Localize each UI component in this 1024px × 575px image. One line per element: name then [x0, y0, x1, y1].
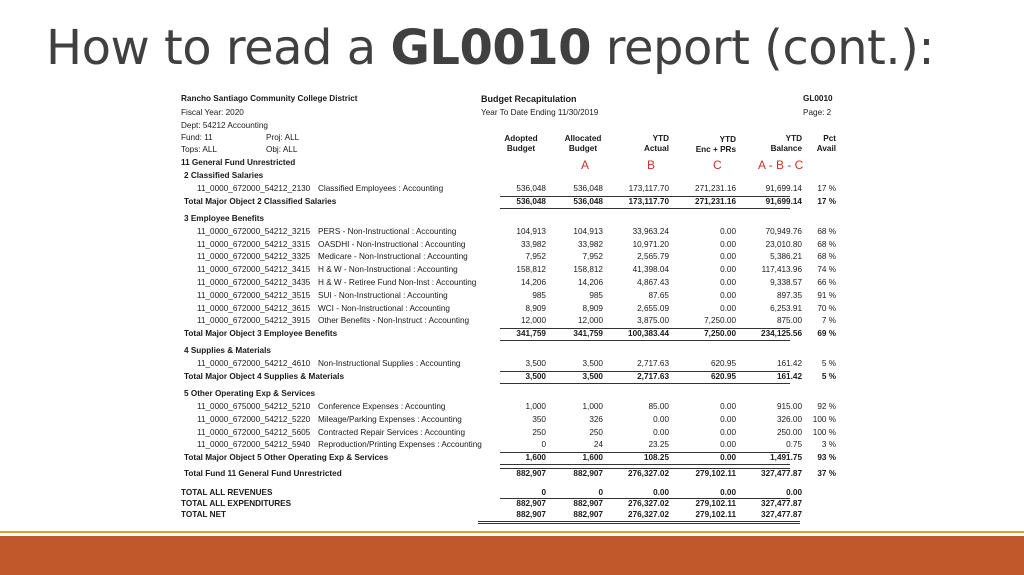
cell-enc: 279,102.11	[695, 510, 736, 520]
cell-allocated: 882,907	[573, 469, 603, 479]
account-code: 11_0000_672000_54212_3215	[197, 226, 311, 236]
cell-actual: 2,565.79	[637, 252, 669, 262]
cell-actual: 2,717.63	[637, 372, 669, 381]
cell-balance: 23,010.80	[765, 239, 802, 249]
cell-allocated: 14,206	[577, 278, 603, 287]
cell-enc: 0.00	[720, 440, 736, 450]
marker-b: B	[647, 158, 656, 172]
footer-accent-line	[0, 531, 1024, 533]
cell-pct: 5 %	[821, 359, 836, 369]
cell-allocated: 985	[589, 290, 603, 300]
section-header: 4 Supplies & Materials	[184, 346, 271, 356]
cell-actual: 23.25	[648, 440, 669, 450]
marker-a: A	[581, 158, 590, 172]
tops: Tops: ALL	[181, 145, 217, 154]
cell-balance: 9,338.57	[770, 278, 802, 287]
cell-adopted: 882,907	[516, 499, 546, 509]
cell-actual: 41,398.04	[632, 265, 669, 275]
cell-adopted: 985	[532, 290, 546, 300]
section-total-label: Total Major Object 3 Employee Benefits	[184, 329, 338, 339]
cell-balance: 5,386.21	[770, 252, 802, 262]
cell-pct: 17 %	[817, 184, 836, 193]
cell-pct: 74 %	[817, 265, 836, 275]
cell-balance: 91,699.14	[765, 184, 802, 193]
cell-pct: 68 %	[817, 252, 836, 262]
cell-allocated: 250	[589, 427, 603, 437]
cell-enc: 0.00	[720, 290, 736, 300]
cell-allocated: 3,500	[582, 372, 603, 381]
cell-adopted: 3,500	[525, 372, 546, 381]
col-adopted: Adopted	[504, 134, 538, 143]
account-code: 11_0000_672000_54212_5220	[197, 414, 311, 424]
cell-allocated: 536,048	[573, 184, 603, 193]
account-code: 11_0000_672000_54212_3615	[197, 303, 311, 313]
cell-balance: 161.42	[776, 359, 802, 369]
fund-header: 11 General Fund Unrestricted	[181, 158, 296, 167]
cell-allocated: 12,000	[577, 316, 603, 326]
cell-enc: 0.00	[720, 252, 736, 262]
cell-enc: 0.00	[720, 402, 736, 411]
cell-enc: 620.95	[710, 372, 736, 381]
cell-allocated: 104,913	[573, 226, 603, 236]
cell-actual: 85.00	[648, 402, 669, 411]
cell-actual: 2,655.09	[637, 303, 669, 313]
cell-allocated: 536,048	[573, 196, 603, 206]
cell-allocated: 1,000	[582, 402, 603, 411]
section-header: 5 Other Operating Exp & Services	[184, 389, 316, 398]
cell-adopted: 882,907	[516, 469, 546, 479]
account-desc: H & W - Non-Instructional : Accounting	[318, 265, 458, 275]
col-pct-2: Avail	[816, 144, 836, 153]
cell-adopted: 0	[541, 440, 546, 450]
cell-allocated: 0	[598, 488, 603, 498]
cell-pct: 37 %	[817, 469, 836, 479]
account-code: 11_0000_672000_54212_4610	[197, 359, 311, 369]
cell-pct: 5 %	[821, 372, 836, 381]
cell-pct: 68 %	[817, 226, 836, 236]
cell-enc: 620.95	[710, 359, 736, 369]
cell-balance: 327,477.87	[761, 499, 802, 509]
cell-actual: 0.00	[653, 414, 669, 424]
cell-enc: 0.00	[720, 303, 736, 313]
underline-rule	[478, 521, 800, 522]
cell-allocated: 882,907	[573, 499, 603, 509]
account-desc: Classified Employees : Accounting	[318, 184, 444, 193]
cell-adopted: 536,048	[516, 196, 546, 206]
underline-rule	[500, 208, 790, 209]
marker-a-b-c: A - B - C	[758, 158, 804, 172]
cell-actual: 100,383.44	[628, 329, 669, 339]
account-code: 11_0000_675000_54212_5210	[197, 402, 311, 411]
title-suffix: report (cont.):	[591, 20, 935, 76]
account-code: 11_0000_672000_54212_3435	[197, 278, 311, 287]
col-pct: Pct	[823, 134, 836, 143]
cell-balance: 250.00	[776, 427, 802, 437]
fund-total-label: Total Fund 11 General Fund Unrestricted	[184, 469, 342, 479]
cell-enc: 279,102.11	[695, 469, 736, 479]
cell-adopted: 158,812	[516, 265, 546, 275]
col-allocated: Allocated	[564, 134, 602, 143]
account-desc: Contracted Repair Services : Accounting	[318, 427, 465, 437]
cell-allocated: 24	[593, 440, 603, 450]
cell-enc: 0.00	[720, 414, 736, 424]
cell-pct: 100 %	[812, 414, 836, 424]
cell-enc: 0.00	[720, 265, 736, 275]
cell-allocated: 3,500	[582, 359, 603, 369]
cell-enc: 0.00	[720, 453, 736, 463]
cell-balance: 915.00	[776, 402, 802, 411]
cell-enc: 271,231.16	[695, 184, 736, 193]
cell-pct: 91 %	[817, 290, 836, 300]
cell-allocated: 341,759	[573, 329, 603, 339]
cell-actual: 4,867.43	[637, 278, 669, 287]
cell-actual: 276,327.02	[628, 510, 669, 520]
cell-adopted: 104,913	[516, 226, 546, 236]
period: Year To Date Ending 11/30/2019	[481, 108, 599, 117]
section-header: 2 Classified Salaries	[184, 171, 264, 180]
cell-adopted: 1,000	[525, 402, 546, 411]
org-name: Rancho Santiago Community College District	[181, 94, 358, 103]
col-ytd-enc-2: Enc + PRs	[695, 145, 736, 154]
account-code: 11_0000_672000_54212_3325	[197, 252, 311, 262]
cell-balance: 70,949.76	[765, 226, 802, 236]
account-code: 11_0000_672000_54212_3415	[197, 265, 311, 275]
cell-balance: 327,477.87	[761, 510, 802, 520]
cell-pct: 92 %	[817, 402, 836, 411]
report-image	[178, 92, 842, 522]
cell-balance: 897.35	[776, 290, 802, 300]
cell-adopted: 882,907	[516, 510, 546, 520]
cell-actual: 173,117.70	[628, 196, 669, 206]
cell-adopted: 0	[541, 488, 546, 498]
cell-balance: 875.00	[776, 316, 802, 326]
page-number: Page: 2	[803, 108, 832, 117]
summary-label: TOTAL ALL EXPENDITURES	[181, 499, 292, 509]
fiscal-year: Fiscal Year: 2020	[181, 108, 244, 117]
col-adopted-2: Budget	[506, 144, 536, 153]
cell-allocated: 7,952	[582, 252, 603, 262]
cell-balance: 234,125.56	[761, 329, 802, 339]
cell-pct: 17 %	[817, 196, 836, 206]
section-total-label: Total Major Object 4 Supplies & Materials	[184, 372, 344, 381]
col-allocated-2: Budget	[568, 144, 598, 153]
account-desc: Other Benefits - Non-Instruct : Accounting	[318, 316, 470, 326]
dept: Dept: 54212 Accounting	[181, 121, 268, 130]
cell-allocated: 326	[589, 414, 603, 424]
cell-balance: 6,253.91	[770, 303, 802, 313]
cell-enc: 279,102.11	[695, 499, 736, 509]
cell-actual: 276,327.02	[628, 499, 669, 509]
cell-balance: 117,413.96	[761, 265, 802, 275]
account-code: 11_0000_672000_54212_5940	[197, 440, 311, 450]
cell-enc: 271,231.16	[695, 196, 736, 206]
cell-actual: 276,327.02	[628, 469, 669, 479]
cell-adopted: 7,952	[525, 252, 546, 262]
cell-actual: 2,717.63	[637, 359, 669, 369]
cell-balance: 327,477.87	[761, 469, 802, 479]
cell-adopted: 8,909	[525, 303, 546, 313]
cell-adopted: 3,500	[525, 359, 546, 369]
cell-allocated: 33,982	[577, 239, 603, 249]
cell-pct: 69 %	[817, 329, 836, 339]
cell-adopted: 1,600	[525, 453, 546, 463]
cell-pct: 70 %	[817, 303, 836, 313]
account-desc: SUI - Non-Instructional : Accounting	[318, 290, 448, 300]
cell-actual: 10,971.20	[632, 239, 669, 249]
cell-balance: 326.00	[776, 414, 802, 424]
cell-enc: 0.00	[720, 278, 736, 287]
title-report-code: GL0010	[390, 20, 592, 76]
cell-pct: 66 %	[817, 278, 836, 287]
underline-rule	[478, 523, 800, 524]
col-ytd-actual-2: Actual	[643, 144, 669, 153]
cell-balance: 0.75	[786, 440, 802, 450]
cell-enc: 0.00	[720, 239, 736, 249]
section-total-label: Total Major Object 5 Other Operating Exp & Services	[184, 453, 389, 463]
cell-enc: 7,250.00	[704, 316, 736, 326]
cell-allocated: 8,909	[582, 303, 603, 313]
account-desc: Reproduction/Printing Expenses : Accounting	[318, 440, 482, 450]
account-code: 11_0000_672000_54212_5605	[197, 427, 311, 437]
marker-c: C	[713, 158, 722, 172]
obj: Obj: ALL	[266, 145, 298, 154]
account-desc: WCI - Non-Instructional : Accounting	[318, 303, 450, 313]
cell-balance: 91,699.14	[765, 196, 802, 206]
cell-adopted: 341,759	[516, 329, 546, 339]
account-code: 11_0000_672000_54212_3315	[197, 239, 311, 249]
cell-pct: 68 %	[817, 239, 836, 249]
account-desc: Mileage/Parking Expenses : Accounting	[318, 414, 462, 424]
cell-enc: 0.00	[720, 226, 736, 236]
underline-rule	[500, 383, 790, 384]
account-desc: H & W - Retiree Fund Non-Inst : Accounting	[318, 278, 477, 287]
cell-enc: 0.00	[720, 488, 736, 498]
cell-balance: 0.00	[786, 488, 802, 498]
cell-enc: 0.00	[720, 427, 736, 437]
cell-actual: 0.00	[653, 488, 669, 498]
cell-adopted: 536,048	[516, 184, 546, 193]
summary-label: TOTAL NET	[181, 510, 227, 520]
cell-allocated: 882,907	[573, 510, 603, 520]
cell-adopted: 33,982	[520, 239, 546, 249]
underline-rule	[500, 464, 790, 465]
col-ytd-balance: YTD	[785, 134, 802, 143]
summary-label: TOTAL ALL REVENUES	[181, 488, 273, 498]
cell-actual: 33,963.24	[632, 226, 669, 236]
cell-balance: 1,491.75	[770, 453, 802, 463]
cell-pct: 3 %	[821, 440, 836, 450]
cell-actual: 3,875.00	[637, 316, 669, 326]
report-title: Budget Recapitulation	[481, 94, 577, 104]
cell-allocated: 1,600	[582, 453, 603, 463]
report-code: GL0010	[803, 94, 833, 103]
underline-rule	[500, 340, 790, 341]
cell-actual: 0.00	[653, 427, 669, 437]
cell-actual: 108.25	[643, 453, 669, 463]
account-code: 11_0000_672000_54212_3515	[197, 290, 311, 300]
slide-title	[46, 20, 934, 76]
account-code: 11_0000_672000_54212_3915	[197, 316, 311, 326]
col-ytd-balance-2: Balance	[770, 144, 802, 153]
proj: Proj: ALL	[266, 133, 300, 142]
account-desc: Conference Expenses : Accounting	[318, 402, 446, 411]
title-prefix: How to read a	[46, 20, 391, 76]
account-desc: Medicare - Non-Instructional : Accounting	[318, 252, 468, 262]
cell-enc: 7,250.00	[704, 329, 736, 339]
cell-actual: 173,117.70	[628, 184, 669, 193]
footer-bar	[0, 536, 1024, 575]
cell-pct: 7 %	[821, 316, 836, 326]
cell-allocated: 158,812	[573, 265, 603, 275]
account-desc: OASDHI - Non-Instructional : Accounting	[318, 239, 466, 249]
account-desc: Non-Instructional Supplies : Accounting	[318, 359, 461, 369]
account-code: 11_0000_672000_54212_2130	[197, 184, 311, 193]
section-total-label: Total Major Object 2 Classified Salaries	[184, 196, 337, 206]
cell-adopted: 14,206	[520, 278, 546, 287]
col-ytd-enc: YTD	[719, 135, 736, 144]
account-desc: PERS - Non-Instructional : Accounting	[318, 226, 457, 236]
cell-adopted: 12,000	[520, 316, 546, 326]
section-header: 3 Employee Benefits	[184, 213, 265, 223]
cell-balance: 161.42	[776, 372, 802, 381]
cell-adopted: 350	[532, 414, 546, 424]
fund: Fund: 11	[181, 133, 213, 142]
cell-actual: 87.65	[648, 290, 669, 300]
cell-adopted: 250	[532, 427, 546, 437]
cell-pct: 100 %	[812, 427, 836, 437]
col-ytd-actual: YTD	[652, 134, 669, 143]
cell-pct: 93 %	[817, 453, 836, 463]
